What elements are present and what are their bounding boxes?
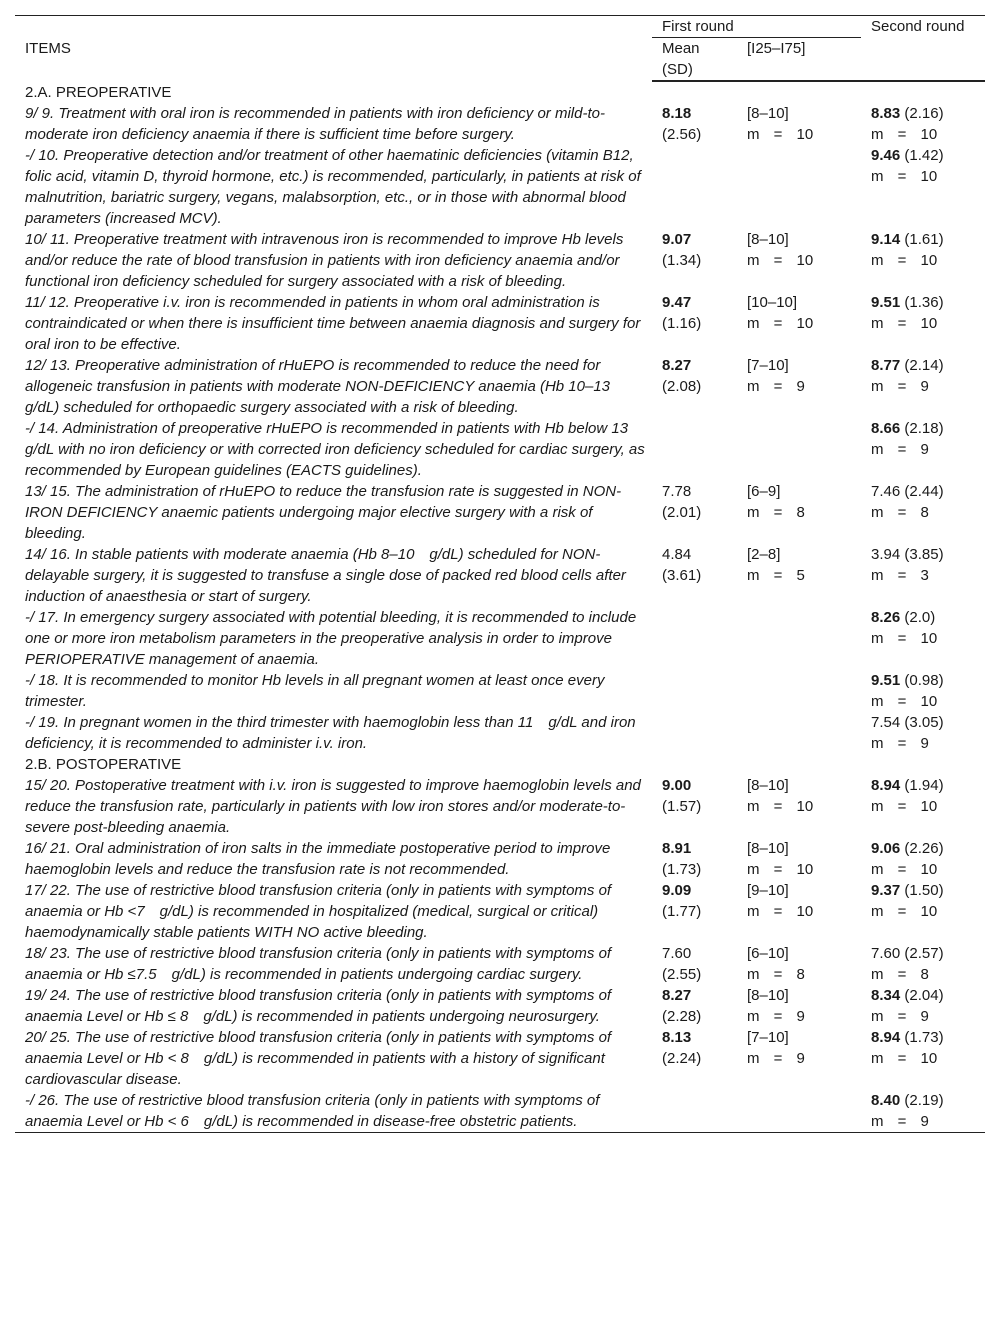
eq-sign: = <box>773 1050 783 1067</box>
second-round-mean: 9.06 <box>871 840 901 857</box>
first-round-iqr <box>737 943 861 985</box>
m-value: 9 <box>920 378 929 395</box>
second-round-mean: 7.60 <box>871 945 901 962</box>
section-title: 2.A. PREOPERATIVE <box>25 84 172 101</box>
second-round-sd: (3.85) <box>904 546 944 563</box>
second-round-mean: 8.94 <box>871 777 901 794</box>
m-value: 9 <box>920 1113 929 1130</box>
first-round-mean-sd <box>652 670 737 712</box>
second-round-m <box>871 378 929 395</box>
first-round-mean-sd <box>652 103 737 145</box>
first-round-mean: 8.13 <box>662 1029 692 1046</box>
first-round-sd: (1.16) <box>662 315 702 332</box>
m-value: 10 <box>920 1050 938 1067</box>
second-round-values <box>861 145 985 229</box>
m-value: 10 <box>796 798 814 815</box>
mean-sd-header <box>652 38 737 82</box>
first-round-mean-sd <box>652 481 737 544</box>
second-round-values <box>861 985 985 1027</box>
eq-sign: = <box>897 630 907 647</box>
iqr-value: [2–8] <box>747 546 781 563</box>
m-label: m <box>871 315 884 332</box>
first-round-sd: (2.28) <box>662 1008 702 1025</box>
m-value: 9 <box>796 1050 805 1067</box>
second-round-mean: 8.34 <box>871 987 901 1004</box>
first-round-iqr <box>737 145 861 229</box>
table-row <box>15 1027 985 1090</box>
m-label: m <box>871 252 884 269</box>
m-value: 10 <box>796 126 814 143</box>
first-round-m <box>747 903 813 920</box>
second-round-values <box>861 103 985 145</box>
eq-sign: = <box>897 567 907 584</box>
m-value: 10 <box>920 861 938 878</box>
m-label: m <box>871 126 884 143</box>
item-text: -/ 17. In emergency surgery associated with potential bleeding, it is recommended to include one or more iron metabolism parameters in the preoperative analysis in order to improve PERIOPERATIVE management of anaemia. <box>25 609 637 668</box>
table-row <box>15 670 985 712</box>
second-round-m <box>871 315 937 332</box>
first-round-mean-sd <box>652 1027 737 1090</box>
second-round-values <box>861 229 985 292</box>
iqr-value: [8–10] <box>747 777 789 794</box>
m-value: 9 <box>920 735 929 752</box>
second-round-sd: (2.04) <box>904 987 944 1004</box>
second-round-values <box>861 1027 985 1090</box>
second-round-sd: (2.16) <box>904 105 944 122</box>
item-text: -/ 19. In pregnant women in the third trimester with haemoglobin less than 11 g/dL and iron deficiency, it is recommended to administer i.v. iron. <box>25 714 636 752</box>
first-round-iqr <box>737 670 861 712</box>
item-text: 11/ 12. Preoperative i.v. iron is recommended in patients in whom oral administration is contraindicated or when there is insufficient time between anaemia diagnosis and surgery for oral iron to be effective. <box>25 294 641 353</box>
second-round-m <box>871 1113 929 1130</box>
second-round-m <box>871 441 929 458</box>
first-round-mean-sd <box>652 712 737 754</box>
m-label: m <box>871 735 884 752</box>
item-text: -/ 18. It is recommended to monitor Hb levels in all pregnant women at least once every trimester. <box>25 672 605 710</box>
second-round-m <box>871 861 937 878</box>
second-round-mean: 9.46 <box>871 147 901 164</box>
second-round-m <box>871 504 929 521</box>
first-round-mean-sd <box>652 985 737 1027</box>
second-round-values <box>861 292 985 355</box>
table-row <box>15 145 985 229</box>
m-value: 10 <box>920 630 938 647</box>
items-header: ITEMS <box>15 16 652 82</box>
iqr-value: [10–10] <box>747 294 798 311</box>
first-round-mean: 8.27 <box>662 357 692 374</box>
item-text: 9/ 9. Treatment with oral iron is recommended in patients with iron deficiency or mild-to-moderate iron deficiency anaemia if there is sufficient time before surgery. <box>25 105 605 143</box>
item-text: 17/ 22. The use of restrictive blood transfusion criteria (only in patients with symptoms of anaemia or Hb <7 g/dL) is recommended in hospitalized (medical, surgical or critical) haemodynamically stable patients WITH NO active bleeding. <box>25 882 612 941</box>
first-round-iqr <box>737 292 861 355</box>
second-round-mean: 8.83 <box>871 105 901 122</box>
section-title: 2.B. POSTOPERATIVE <box>25 756 182 773</box>
eq-sign: = <box>773 798 783 815</box>
item-text: 14/ 16. In stable patients with moderate anaemia (Hb 8–10 g/dL) scheduled for NON-delayable surgery, it is suggested to transfuse a single dose of packed red blood cells after induction of anaesthesia or start of surgery. <box>25 546 626 605</box>
first-round-mean: 9.47 <box>662 294 692 311</box>
second-round-m <box>871 1008 929 1025</box>
m-label: m <box>871 693 884 710</box>
m-value: 8 <box>920 966 929 983</box>
iqr-value: [8–10] <box>747 231 789 248</box>
header-row-1 <box>15 16 985 38</box>
eq-sign: = <box>897 966 907 983</box>
m-label: m <box>747 567 760 584</box>
table-row <box>15 355 985 418</box>
second-round-m <box>871 1050 937 1067</box>
second-round-values <box>861 775 985 838</box>
eq-sign: = <box>897 798 907 815</box>
m-label: m <box>747 126 760 143</box>
second-round-sd: (1.50) <box>904 882 944 899</box>
eq-sign: = <box>773 126 783 143</box>
item-text: 10/ 11. Preoperative treatment with intravenous iron is recommended to improve Hb levels and/or reduce the rate of blood transfusion in patients with iron deficiency anaemia and/or functional iron deficiency scheduled for surgery associated with a risk of bleeding. <box>25 231 624 290</box>
first-round-iqr <box>737 985 861 1027</box>
first-round-header: First round <box>652 16 861 38</box>
second-round-m <box>871 630 937 647</box>
first-round-mean: 8.18 <box>662 105 692 122</box>
first-round-sd: (1.34) <box>662 252 702 269</box>
table-row <box>15 838 985 880</box>
first-round-iqr <box>737 838 861 880</box>
second-round-sd: (2.14) <box>904 357 944 374</box>
first-round-iqr <box>737 229 861 292</box>
eq-sign: = <box>897 168 907 185</box>
m-label: m <box>871 1008 884 1025</box>
second-round-values <box>861 838 985 880</box>
second-round-values <box>861 544 985 607</box>
m-label: m <box>747 315 760 332</box>
first-round-m <box>747 966 805 983</box>
second-round-values <box>861 712 985 754</box>
m-value: 9 <box>796 378 805 395</box>
first-round-iqr <box>737 712 861 754</box>
second-round-sd: (2.18) <box>904 420 944 437</box>
first-round-iqr <box>737 103 861 145</box>
first-round-sd: (3.61) <box>662 567 702 584</box>
table-row <box>15 775 985 838</box>
first-round-m <box>747 126 813 143</box>
eq-sign: = <box>897 441 907 458</box>
second-round-mean: 7.46 <box>871 483 901 500</box>
table-row <box>15 229 985 292</box>
second-round-values <box>861 355 985 418</box>
second-round-values <box>861 943 985 985</box>
second-round-values <box>861 418 985 481</box>
item-text: -/ 26. The use of restrictive blood transfusion criteria (only in patients with symptoms of anaemia Level or Hb < 6 g/dL) is recommended in disease-free obstetric patients. <box>15 1090 652 1133</box>
second-round-mean: 9.37 <box>871 882 901 899</box>
second-round-mean: 8.66 <box>871 420 901 437</box>
first-round-m <box>747 1008 805 1025</box>
table-row <box>15 880 985 943</box>
second-round-m <box>871 693 937 710</box>
eq-sign: = <box>897 1008 907 1025</box>
item-text: 20/ 25. The use of restrictive blood transfusion criteria (only in patients with symptoms of anaemia Level or Hb < 8 g/dL) is recommended in patients with a history of significant cardiovascular disease. <box>25 1029 612 1088</box>
m-label: m <box>747 1050 760 1067</box>
table-row <box>15 481 985 544</box>
m-label: m <box>871 798 884 815</box>
eq-sign: = <box>897 378 907 395</box>
first-round-sd: (2.08) <box>662 378 702 395</box>
section-row <box>15 754 985 775</box>
second-round-m <box>871 966 929 983</box>
first-round-iqr <box>737 418 861 481</box>
item-text: 13/ 15. The administration of rHuEPO to reduce the transfusion rate is suggested in NON-IRON DEFICIENCY anaemic patients undergoing major elective surgery with a risk of bleeding. <box>25 483 622 542</box>
first-round-mean: 9.00 <box>662 777 692 794</box>
m-value: 8 <box>796 966 805 983</box>
item-text: 15/ 20. Postoperative treatment with i.v. iron is suggested to improve haemoglobin levels and reduce the transfusion rate, particularly in patients with low iron stores and/or moderate-to-severe post-bleeding anaemia. <box>25 777 641 836</box>
m-value: 5 <box>796 567 805 584</box>
table-row <box>15 292 985 355</box>
eq-sign: = <box>773 567 783 584</box>
m-value: 10 <box>796 903 814 920</box>
m-value: 10 <box>920 798 938 815</box>
eq-sign: = <box>897 861 907 878</box>
second-round-values <box>861 481 985 544</box>
first-round-mean: 8.91 <box>662 840 692 857</box>
second-round-sd: (2.0) <box>904 609 936 626</box>
second-round-m <box>871 735 929 752</box>
m-value: 10 <box>920 903 938 920</box>
item-text: 12/ 13. Preoperative administration of rHuEPO is recommended to reduce the need for allogeneic transfusion in patients with moderate NON-DEFICIENCY anaemia (Hb 10–13 g/dL) scheduled for orthopaedic surgery associated with a risk of bleeding. <box>25 357 626 416</box>
first-round-m <box>747 315 813 332</box>
second-round-mean: 9.14 <box>871 231 901 248</box>
m-value: 10 <box>796 861 814 878</box>
m-label: m <box>871 168 884 185</box>
first-round-sd: (1.73) <box>662 861 702 878</box>
m-label: m <box>871 630 884 647</box>
first-round-mean: 7.78 <box>662 483 692 500</box>
second-round-sd: (3.05) <box>904 714 944 731</box>
eq-sign: = <box>897 315 907 332</box>
first-round-mean-sd <box>652 775 737 838</box>
first-round-mean-sd <box>652 355 737 418</box>
consensus-table <box>15 15 985 1133</box>
m-label: m <box>747 966 760 983</box>
table-row <box>15 712 985 754</box>
iqr-value: [7–10] <box>747 357 789 374</box>
m-label: m <box>871 378 884 395</box>
second-round-sd: (2.44) <box>904 483 944 500</box>
eq-sign: = <box>773 861 783 878</box>
first-round-mean-sd <box>652 145 737 229</box>
first-round-sd: (2.01) <box>662 504 702 521</box>
first-round-sd: (1.57) <box>662 798 702 815</box>
second-round-mean: 8.94 <box>871 1029 901 1046</box>
second-round-mean: 8.77 <box>871 357 901 374</box>
second-round-m <box>871 126 937 143</box>
second-round-sd: (2.26) <box>904 840 944 857</box>
first-round-sd: (2.24) <box>662 1050 702 1067</box>
m-label: m <box>871 903 884 920</box>
second-round-m <box>871 567 929 584</box>
iqr-value: [8–10] <box>747 840 789 857</box>
second-round-values <box>861 670 985 712</box>
eq-sign: = <box>897 126 907 143</box>
iqr-header: [I25–I75] <box>737 38 861 82</box>
eq-sign: = <box>897 252 907 269</box>
m-value: 10 <box>796 315 814 332</box>
table-row <box>15 985 985 1027</box>
first-round-iqr <box>737 1090 861 1133</box>
first-round-mean: 7.60 <box>662 945 692 962</box>
m-label: m <box>747 903 760 920</box>
m-label: m <box>747 861 760 878</box>
first-round-iqr <box>737 544 861 607</box>
first-round-mean: 9.07 <box>662 231 692 248</box>
second-round-subheader <box>861 38 985 82</box>
iqr-value: [6–10] <box>747 945 789 962</box>
second-round-sd: (1.94) <box>904 777 944 794</box>
m-label: m <box>747 504 760 521</box>
second-round-sd: (1.42) <box>904 147 944 164</box>
first-round-m <box>747 861 813 878</box>
m-value: 8 <box>796 504 805 521</box>
m-value: 3 <box>920 567 929 584</box>
eq-sign: = <box>773 252 783 269</box>
second-round-sd: (1.61) <box>904 231 944 248</box>
first-round-mean-sd <box>652 229 737 292</box>
second-round-mean: 3.94 <box>871 546 901 563</box>
first-round-mean-sd <box>652 607 737 670</box>
eq-sign: = <box>897 1050 907 1067</box>
first-round-mean: 4.84 <box>662 546 692 563</box>
iqr-value: [8–10] <box>747 105 789 122</box>
iqr-value: [6–9] <box>747 483 781 500</box>
m-label: m <box>871 567 884 584</box>
eq-sign: = <box>897 1113 907 1130</box>
first-round-mean-sd <box>652 1090 737 1133</box>
second-round-m <box>871 798 937 815</box>
table-row <box>15 607 985 670</box>
first-round-m <box>747 1050 805 1067</box>
first-round-iqr <box>737 607 861 670</box>
first-round-iqr <box>737 481 861 544</box>
m-value: 10 <box>920 315 938 332</box>
table-row <box>15 103 985 145</box>
m-label: m <box>747 252 760 269</box>
first-round-mean-sd <box>652 880 737 943</box>
m-label: m <box>871 1113 884 1130</box>
m-label: m <box>871 1050 884 1067</box>
m-value: 10 <box>920 252 938 269</box>
m-label: m <box>871 966 884 983</box>
table-body <box>15 81 985 1133</box>
m-value: 8 <box>920 504 929 521</box>
item-text: 19/ 24. The use of restrictive blood transfusion criteria (only in patients with symptoms of anaemia Level or Hb ≤ 8 g/dL) is recommended in patients undergoing neurosurgery. <box>25 987 612 1025</box>
second-round-values <box>861 1090 985 1133</box>
m-value: 10 <box>920 126 938 143</box>
second-round-sd: (2.19) <box>904 1092 944 1109</box>
iqr-value: [8–10] <box>747 987 789 1004</box>
iqr-value: [9–10] <box>747 882 789 899</box>
first-round-mean-sd <box>652 292 737 355</box>
first-round-mean: 9.09 <box>662 882 692 899</box>
eq-sign: = <box>773 504 783 521</box>
first-round-m <box>747 252 813 269</box>
second-round-mean: 8.40 <box>871 1092 901 1109</box>
first-round-mean: 8.27 <box>662 987 692 1004</box>
eq-sign: = <box>897 693 907 710</box>
second-round-header: Second round <box>861 16 985 38</box>
second-round-m <box>871 168 937 185</box>
second-round-m <box>871 252 937 269</box>
first-round-mean-sd <box>652 544 737 607</box>
item-text: -/ 14. Administration of preoperative rHuEPO is recommended in patients with Hb below 13 g/dL with no iron deficiency or with corrected iron deficiency scheduled for cardiac surgery, as recommended by European guidelines (EACTS guidelines). <box>25 420 645 479</box>
second-round-sd: (0.98) <box>904 672 944 689</box>
item-text: 18/ 23. The use of restrictive blood transfusion criteria (only in patients with symptoms of anaemia or Hb ≤7.5 g/dL) is recommended in patients undergoing cardiac surgery. <box>25 945 612 983</box>
first-round-m <box>747 798 813 815</box>
first-round-sd: (2.55) <box>662 966 702 983</box>
first-round-m <box>747 567 805 584</box>
eq-sign: = <box>773 1008 783 1025</box>
second-round-mean: 9.51 <box>871 672 901 689</box>
eq-sign: = <box>897 903 907 920</box>
first-round-iqr <box>737 880 861 943</box>
iqr-value: [7–10] <box>747 1029 789 1046</box>
m-label: m <box>871 861 884 878</box>
table-row <box>15 544 985 607</box>
first-round-sd: (2.56) <box>662 126 702 143</box>
eq-sign: = <box>773 378 783 395</box>
m-label: m <box>871 504 884 521</box>
first-round-m <box>747 504 805 521</box>
eq-sign: = <box>773 315 783 332</box>
first-round-m <box>747 378 805 395</box>
eq-sign: = <box>897 504 907 521</box>
m-value: 10 <box>920 168 938 185</box>
second-round-mean: 7.54 <box>871 714 901 731</box>
sd-header: (SD) <box>662 61 693 78</box>
first-round-mean-sd <box>652 838 737 880</box>
section-row <box>15 81 985 103</box>
eq-sign: = <box>773 966 783 983</box>
second-round-values <box>861 607 985 670</box>
m-label: m <box>747 1008 760 1025</box>
second-round-mean: 9.51 <box>871 294 901 311</box>
second-round-mean: 8.26 <box>871 609 901 626</box>
m-label: m <box>871 441 884 458</box>
m-value: 9 <box>920 441 929 458</box>
first-round-iqr <box>737 775 861 838</box>
item-text: 16/ 21. Oral administration of iron salts in the immediate postoperative period to improve haemoglobin levels and reduce the transfusion rate is not recommended. <box>25 840 611 878</box>
second-round-m <box>871 903 937 920</box>
first-round-iqr <box>737 1027 861 1090</box>
m-value: 9 <box>796 1008 805 1025</box>
m-value: 10 <box>920 693 938 710</box>
m-value: 10 <box>796 252 814 269</box>
first-round-iqr <box>737 355 861 418</box>
m-value: 9 <box>920 1008 929 1025</box>
second-round-sd: (1.73) <box>904 1029 944 1046</box>
second-round-sd: (1.36) <box>904 294 944 311</box>
eq-sign: = <box>773 903 783 920</box>
m-label: m <box>747 378 760 395</box>
first-round-mean-sd <box>652 943 737 985</box>
second-round-sd: (2.57) <box>904 945 944 962</box>
m-label: m <box>747 798 760 815</box>
item-text: -/ 10. Preoperative detection and/or treatment of other haematinic deficiencies (vitamin B12, folic acid, vitamin D, thyroid hormone, etc.) is recommended, particularly, in patients at risk of malnutrition, bariatric surgery, vegans, malabsorption, etc., or in those with abnormal blood parameters (increased MCV). <box>25 147 641 227</box>
second-round-values <box>861 880 985 943</box>
table-row <box>15 418 985 481</box>
table-row <box>15 1090 985 1133</box>
mean-header: Mean <box>662 40 700 57</box>
eq-sign: = <box>897 735 907 752</box>
table-row <box>15 943 985 985</box>
first-round-mean-sd <box>652 418 737 481</box>
first-round-sd: (1.77) <box>662 903 702 920</box>
